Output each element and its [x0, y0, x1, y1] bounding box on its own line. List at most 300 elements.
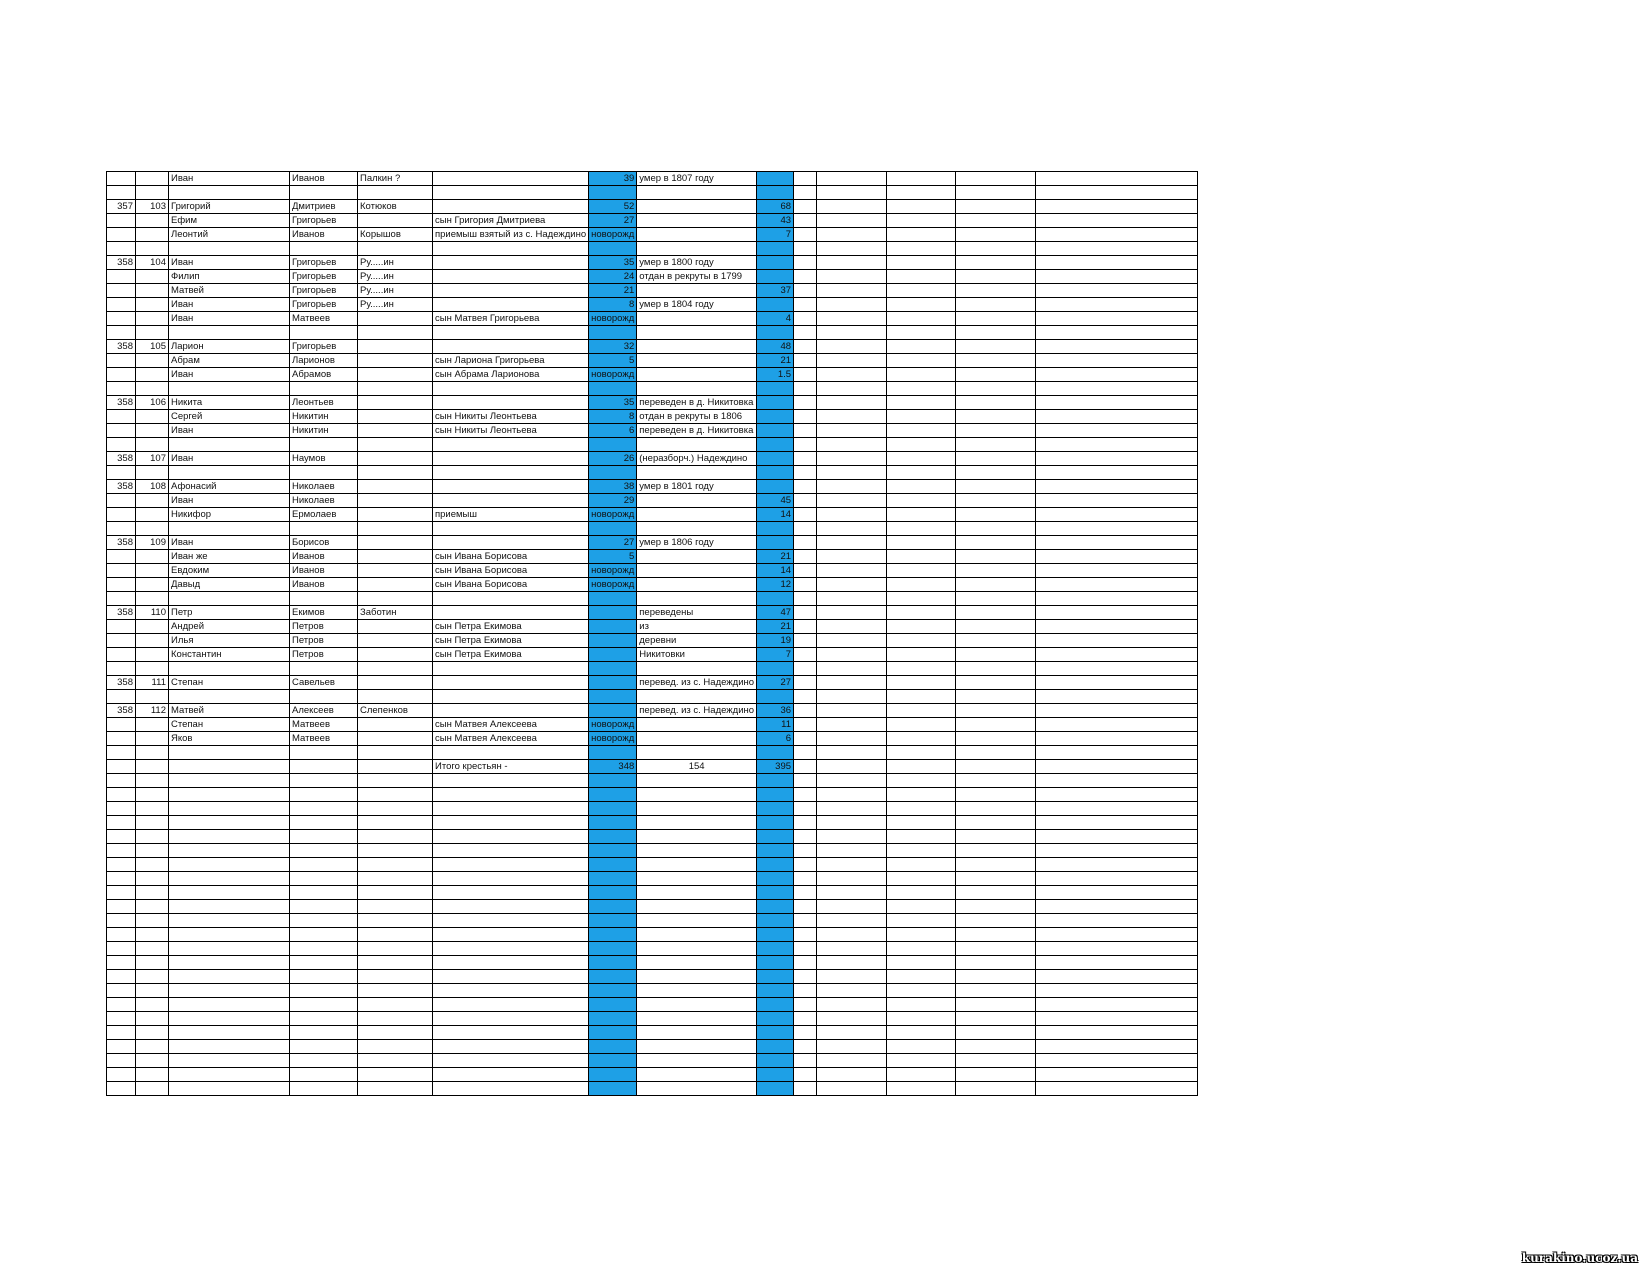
table-cell: [637, 690, 757, 704]
table-row: [107, 1040, 1198, 1054]
table-cell: [956, 452, 1036, 466]
table-cell: [757, 1012, 794, 1026]
table-row: [107, 704, 1198, 718]
table-cell: [433, 466, 589, 480]
table-cell: [433, 970, 589, 984]
table-cell: [637, 1040, 757, 1054]
table-cell: [290, 690, 358, 704]
table-cell: [794, 1082, 817, 1096]
table-cell: [169, 956, 290, 970]
table-cell: [136, 872, 169, 886]
table-cell: [169, 1012, 290, 1026]
table-cell: [1036, 1054, 1198, 1068]
table-cell: [794, 1012, 817, 1026]
table-cell: приемыш: [433, 508, 589, 522]
table-cell: [794, 410, 817, 424]
table-cell: [887, 858, 956, 872]
table-cell: [637, 508, 757, 522]
table-cell: [887, 256, 956, 270]
table-cell: [757, 1054, 794, 1068]
table-cell: Андрей: [169, 620, 290, 634]
table-cell: [136, 886, 169, 900]
table-cell: 26: [589, 452, 637, 466]
table-cell: [887, 466, 956, 480]
table-cell: [637, 1026, 757, 1040]
table-cell: [589, 914, 637, 928]
table-cell: [589, 802, 637, 816]
table-cell: [887, 662, 956, 676]
table-cell: [136, 438, 169, 452]
table-cell: Никитовки: [637, 648, 757, 662]
table-cell: [887, 816, 956, 830]
table-cell: [887, 186, 956, 200]
table-cell: [1036, 298, 1198, 312]
table-cell: [887, 774, 956, 788]
table-cell: [290, 592, 358, 606]
table-cell: [358, 214, 433, 228]
table-cell: [169, 998, 290, 1012]
table-cell: Матвеев: [290, 312, 358, 326]
table-cell: [956, 956, 1036, 970]
table-cell: [136, 620, 169, 634]
table-cell: [589, 1054, 637, 1068]
table-cell: [794, 256, 817, 270]
table-cell: [136, 858, 169, 872]
table-cell: [794, 816, 817, 830]
table-cell: [136, 844, 169, 858]
table-cell: [1036, 676, 1198, 690]
table-cell: [817, 942, 887, 956]
table-cell: [637, 326, 757, 340]
table-row: [107, 690, 1198, 704]
table-cell: [887, 270, 956, 284]
table-cell: [107, 522, 136, 536]
table-cell: [433, 592, 589, 606]
table-cell: [956, 242, 1036, 256]
table-cell: [358, 536, 433, 550]
table-cell: [637, 186, 757, 200]
table-cell: [358, 732, 433, 746]
table-cell: [169, 438, 290, 452]
table-cell: [358, 1082, 433, 1096]
table-cell: Давыд: [169, 578, 290, 592]
table-cell: [290, 984, 358, 998]
table-cell: [757, 382, 794, 396]
table-cell: [817, 620, 887, 634]
table-cell: [358, 662, 433, 676]
table-cell: [433, 914, 589, 928]
table-cell: 21: [589, 284, 637, 298]
table-cell: [589, 970, 637, 984]
table-cell: [1036, 662, 1198, 676]
table-cell: [433, 872, 589, 886]
table-row: [107, 438, 1198, 452]
table-cell: [956, 690, 1036, 704]
table-cell: [817, 1082, 887, 1096]
table-cell: [887, 606, 956, 620]
table-cell: [433, 1040, 589, 1054]
table-cell: 27: [757, 676, 794, 690]
table-cell: [1036, 1068, 1198, 1082]
table-cell: [1036, 326, 1198, 340]
table-cell: [136, 1082, 169, 1096]
table-cell: [637, 312, 757, 326]
table-cell: [1036, 452, 1198, 466]
table-cell: [637, 228, 757, 242]
table-cell: [107, 326, 136, 340]
table-cell: [136, 718, 169, 732]
table-cell: [1036, 634, 1198, 648]
table-cell: [136, 186, 169, 200]
table-cell: умер в 1800 году: [637, 256, 757, 270]
table-cell: [817, 872, 887, 886]
table-cell: [887, 676, 956, 690]
table-cell: [136, 760, 169, 774]
table-cell: [956, 620, 1036, 634]
table-row: [107, 606, 1198, 620]
table-row: [107, 662, 1198, 676]
table-cell: Матвеев: [290, 732, 358, 746]
table-cell: [358, 1054, 433, 1068]
table-cell: [290, 942, 358, 956]
table-cell: Афонасий: [169, 480, 290, 494]
table-cell: [589, 844, 637, 858]
table-cell: 107: [136, 452, 169, 466]
table-cell: [757, 928, 794, 942]
table-cell: [637, 998, 757, 1012]
table-cell: [136, 354, 169, 368]
table-cell: умер в 1806 году: [637, 536, 757, 550]
table-cell: [956, 396, 1036, 410]
table-cell: [794, 480, 817, 494]
table-cell: [169, 760, 290, 774]
table-cell: [1036, 872, 1198, 886]
table-cell: [794, 676, 817, 690]
table-cell: [1036, 886, 1198, 900]
table-cell: [136, 578, 169, 592]
table-cell: [433, 1068, 589, 1082]
table-cell: [956, 886, 1036, 900]
table-cell: [1036, 732, 1198, 746]
table-cell: [1036, 522, 1198, 536]
table-cell: [794, 438, 817, 452]
table-cell: [433, 186, 589, 200]
table-cell: [358, 1026, 433, 1040]
table-cell: [290, 326, 358, 340]
table-cell: [956, 508, 1036, 522]
table-cell: 110: [136, 606, 169, 620]
table-cell: [169, 984, 290, 998]
table-cell: Степан: [169, 676, 290, 690]
table-cell: 19: [757, 634, 794, 648]
table-cell: новорожд: [589, 564, 637, 578]
table-cell: [1036, 466, 1198, 480]
table-cell: [433, 1082, 589, 1096]
table-cell: [757, 438, 794, 452]
table-cell: [169, 326, 290, 340]
table-cell: [1036, 424, 1198, 438]
table-cell: [290, 1012, 358, 1026]
table-cell: [433, 242, 589, 256]
table-cell: Филип: [169, 270, 290, 284]
table-cell: [887, 704, 956, 718]
table-row: [107, 956, 1198, 970]
table-cell: [358, 648, 433, 662]
table-cell: 12: [757, 578, 794, 592]
table-row: [107, 410, 1198, 424]
table-cell: [358, 480, 433, 494]
table-cell: [794, 914, 817, 928]
table-cell: [136, 970, 169, 984]
table-row: [107, 872, 1198, 886]
table-cell: [136, 816, 169, 830]
table-cell: [637, 788, 757, 802]
table-cell: [358, 368, 433, 382]
table-cell: [107, 186, 136, 200]
table-cell: 103: [136, 200, 169, 214]
table-cell: 7: [757, 228, 794, 242]
table-cell: [887, 438, 956, 452]
table-cell: [956, 1068, 1036, 1082]
table-cell: (неразборч.) Надеждино: [637, 452, 757, 466]
table-cell: [107, 662, 136, 676]
table-cell: 111: [136, 676, 169, 690]
table-cell: [358, 872, 433, 886]
table-cell: [817, 242, 887, 256]
table-cell: [956, 564, 1036, 578]
table-cell: Иван: [169, 424, 290, 438]
table-cell: 4: [757, 312, 794, 326]
table-cell: [817, 886, 887, 900]
table-cell: [956, 774, 1036, 788]
table-cell: [136, 802, 169, 816]
table-cell: [107, 312, 136, 326]
table-cell: [637, 886, 757, 900]
table-cell: [817, 690, 887, 704]
table-cell: [107, 354, 136, 368]
table-cell: [887, 200, 956, 214]
table-cell: [433, 984, 589, 998]
table-cell: [887, 1054, 956, 1068]
table-row: [107, 648, 1198, 662]
table-cell: 14: [757, 508, 794, 522]
table-cell: [358, 186, 433, 200]
table-cell: [136, 830, 169, 844]
table-cell: [956, 760, 1036, 774]
table-row: [107, 816, 1198, 830]
table-cell: [107, 928, 136, 942]
table-cell: Заботин: [358, 606, 433, 620]
table-cell: [589, 816, 637, 830]
table-cell: Григорий: [169, 200, 290, 214]
table-cell: [794, 984, 817, 998]
table-row: [107, 578, 1198, 592]
table-cell: [1036, 802, 1198, 816]
table-cell: [887, 718, 956, 732]
table-cell: [817, 1012, 887, 1026]
table-cell: [817, 326, 887, 340]
table-row: [107, 340, 1198, 354]
table-cell: [107, 998, 136, 1012]
table-cell: [107, 592, 136, 606]
table-cell: [589, 774, 637, 788]
table-cell: [358, 676, 433, 690]
table-cell: Иванов: [290, 172, 358, 186]
table-cell: 357: [107, 200, 136, 214]
table-cell: [107, 1040, 136, 1054]
table-cell: [358, 956, 433, 970]
table-cell: 358: [107, 256, 136, 270]
table-cell: [757, 424, 794, 438]
table-cell: [817, 396, 887, 410]
table-cell: [136, 914, 169, 928]
table-cell: [358, 522, 433, 536]
table-cell: [358, 788, 433, 802]
table-cell: [794, 1026, 817, 1040]
table-cell: [290, 746, 358, 760]
table-cell: [107, 270, 136, 284]
table-cell: 5: [589, 550, 637, 564]
table-cell: [290, 1068, 358, 1082]
table-cell: [757, 690, 794, 704]
table-row: [107, 242, 1198, 256]
table-cell: [358, 690, 433, 704]
table-cell: [107, 1026, 136, 1040]
table-cell: [136, 1068, 169, 1082]
table-cell: [589, 1082, 637, 1096]
table-cell: [1036, 550, 1198, 564]
table-row: [107, 270, 1198, 284]
table-cell: [794, 970, 817, 984]
table-cell: [169, 886, 290, 900]
table-cell: [107, 424, 136, 438]
table-cell: [794, 830, 817, 844]
table-cell: [887, 648, 956, 662]
table-cell: [169, 844, 290, 858]
table-cell: Константин: [169, 648, 290, 662]
table-cell: [887, 942, 956, 956]
table-cell: [589, 326, 637, 340]
table-cell: [757, 522, 794, 536]
table-cell: [136, 228, 169, 242]
table-cell: [169, 466, 290, 480]
table-cell: [637, 872, 757, 886]
table-cell: [757, 942, 794, 956]
table-cell: [956, 1054, 1036, 1068]
table-cell: 45: [757, 494, 794, 508]
table-cell: [887, 802, 956, 816]
table-cell: 14: [757, 564, 794, 578]
table-cell: [956, 354, 1036, 368]
table-cell: [358, 816, 433, 830]
table-cell: [1036, 340, 1198, 354]
table-cell: новорожд: [589, 718, 637, 732]
table-cell: [107, 1054, 136, 1068]
table-cell: [887, 494, 956, 508]
table-cell: сын Петра Екимова: [433, 620, 589, 634]
table-cell: [107, 298, 136, 312]
table-cell: Иван: [169, 368, 290, 382]
table-cell: [817, 732, 887, 746]
table-cell: [169, 1026, 290, 1040]
table-cell: [637, 956, 757, 970]
table-cell: [817, 186, 887, 200]
table-cell: [956, 1082, 1036, 1096]
table-cell: [956, 844, 1036, 858]
table-cell: Итого крестьян -: [433, 760, 589, 774]
table-cell: Ру.....ин: [358, 298, 433, 312]
table-row: [107, 424, 1198, 438]
table-cell: [107, 242, 136, 256]
table-cell: [637, 494, 757, 508]
table-cell: [290, 872, 358, 886]
table-cell: [757, 592, 794, 606]
table-cell: [358, 564, 433, 578]
table-row: [107, 802, 1198, 816]
table-cell: [107, 228, 136, 242]
table-cell: Иван: [169, 494, 290, 508]
table-cell: [589, 998, 637, 1012]
table-cell: [817, 452, 887, 466]
table-cell: [794, 634, 817, 648]
table-cell: [107, 172, 136, 186]
table-cell: [757, 816, 794, 830]
table-cell: [433, 788, 589, 802]
table-cell: [136, 634, 169, 648]
table-cell: [136, 648, 169, 662]
table-cell: умер в 1801 году: [637, 480, 757, 494]
table-row: [107, 466, 1198, 480]
table-cell: [794, 760, 817, 774]
table-cell: [290, 970, 358, 984]
table-cell: Котюков: [358, 200, 433, 214]
table-cell: [817, 984, 887, 998]
table-cell: [757, 970, 794, 984]
table-cell: [887, 312, 956, 326]
table-cell: [433, 172, 589, 186]
table-cell: [290, 466, 358, 480]
table-cell: [169, 872, 290, 886]
table-cell: [433, 536, 589, 550]
table-cell: 395: [757, 760, 794, 774]
table-cell: [817, 382, 887, 396]
table-cell: [136, 662, 169, 676]
table-cell: Абрам: [169, 354, 290, 368]
table-cell: [887, 368, 956, 382]
table-cell: [637, 242, 757, 256]
table-cell: [956, 788, 1036, 802]
table-cell: [290, 816, 358, 830]
table-cell: [433, 340, 589, 354]
table-cell: [136, 284, 169, 298]
table-cell: [817, 522, 887, 536]
table-cell: [794, 704, 817, 718]
table-cell: [589, 746, 637, 760]
table-cell: Борисов: [290, 536, 358, 550]
table-cell: Григорьев: [290, 284, 358, 298]
table-cell: [107, 382, 136, 396]
table-cell: [1036, 480, 1198, 494]
table-cell: [637, 928, 757, 942]
table-cell: из: [637, 620, 757, 634]
table-cell: [358, 354, 433, 368]
table-row: [107, 746, 1198, 760]
table-cell: [757, 662, 794, 676]
table-cell: [817, 284, 887, 298]
table-cell: [433, 298, 589, 312]
table-cell: 104: [136, 256, 169, 270]
table-cell: [1036, 242, 1198, 256]
